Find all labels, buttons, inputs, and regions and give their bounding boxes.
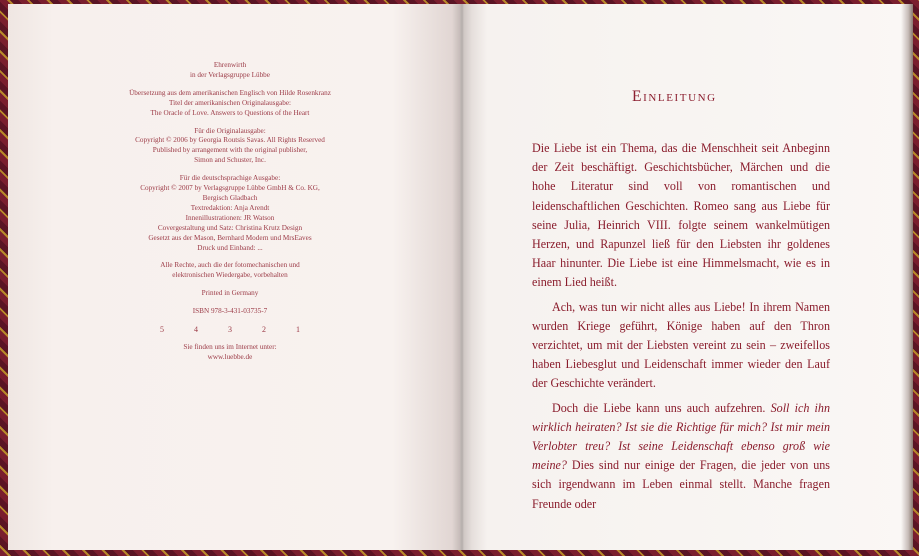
imprint-text [120,61,340,371]
imprint-block [120,61,340,81]
imprint-line: Übersetzung aus dem amerikanischen Englisch von Hilde Rosenkranz [129,88,331,97]
imprint-line: in der Verlagsgruppe Lübbe [190,70,270,79]
imprint-line: Für die Originalausgabe: [194,126,266,135]
imprint-block [120,325,340,335]
imprint-line: Covergestaltung und Satz: Christina Krutz Design [157,223,303,232]
imprint-line: Textredaktion: Anja Arendt [190,203,270,212]
imprint-line: Ehrenwirth [213,61,247,69]
imprint-block [120,174,340,253]
imprint-line: Published by arrangement with the original publisher, [152,146,308,155]
imprint-block [120,261,340,281]
paragraph-1: Die Liebe ist ein Thema, das die Menschheit seit Anbeginn der Zeit beschäftigt. Geschichtsbücher, Märchen und die hohe Literatur sind voll von romantischen und leidenschaftlichen Geschichten. Romeo sang aus Liebe für seine Julia, Heinrich VIII. folgte seinem wankelmütigen Herzen, und Rapunzel ließ für den Liebsten ihr goldenes Haar hinunter. Die Liebe ist eine Himmelsmacht, wie es in einem Lied heißt. [532,141,830,290]
imprint-line: Innenillustrationen: JR Watson [185,213,275,222]
imprint-line: Alle Rechte, auch die der fotomechanischen und [160,261,300,270]
page-edge [901,4,913,550]
imprint-line: elektronischen Wiedergabe, vorbehalten [172,271,288,280]
chapter-title: Einleitung [632,88,717,105]
imprint-block [120,307,340,317]
paragraph-3 [532,399,830,514]
imprint-line: Für die deutschsprachige Ausgabe: [179,174,281,183]
imprint-line: Gesetzt aus der Mason, Bernhard Modern und MrsEaves [148,233,312,242]
book-gutter [452,4,472,550]
paragraph-3-end: Dies sind nur einige der Fragen, die jeder von uns sich irgendwann im Leben einmal stellt. Manche fragen Freunde oder [532,458,830,511]
paragraph-2: Ach, was tun wir nicht alles aus Liebe! In ihrem Namen wurden Kriege geführt, Könige haben auf den Thron verzichtet, um mit der Liebsten vereint zu sein – zweifellos haben Liebesglut und Leidenschaft immer wieder den Lauf der Geschichte verändert. [532,299,830,391]
imprint-line: Bergisch Gladbach [202,193,258,202]
imprint-block [120,343,340,363]
paragraph-3-start: Doch die Liebe kann uns auch aufzehren. [552,400,771,415]
imprint-block [120,289,340,299]
imprint-line: Simon and Schuster, Inc. [194,156,266,165]
introduction-body [532,139,830,514]
imprint-line: Copyright © 2007 by Verlagsgruppe Lübbe GmbH & Co. KG, [140,184,320,193]
imprint-block [120,127,340,167]
left-page-imprint [8,4,461,550]
imprint-line: Titel der amerikanischen Originalausgabe: [168,98,292,107]
imprint-block [120,89,340,119]
imprint-line: Printed in Germany [201,289,259,298]
imprint-line: 5 4 3 2 1 [160,325,314,335]
imprint-line: Druck und Einband: ... [197,243,263,252]
imprint-line: Sie finden uns im Internet unter: [183,342,277,351]
imprint-line: Copyright © 2006 by Georgia Routsis Savas. All Rights Reserved [135,136,325,145]
imprint-line: ISBN 978-3-431-03735-7 [192,307,268,316]
imprint-line: The Oracle of Love. Answers to Questions of the Heart [150,108,310,117]
imprint-line: www.luebbe.de [207,352,253,361]
paragraph-3-italic-questions: Soll ich ihn wirklich heiraten? Ist sie die Richtige für mich? Ist mir mein Verlobter treu? Ist seine Leidenschaft ebenso groß wie meine? [532,400,830,473]
